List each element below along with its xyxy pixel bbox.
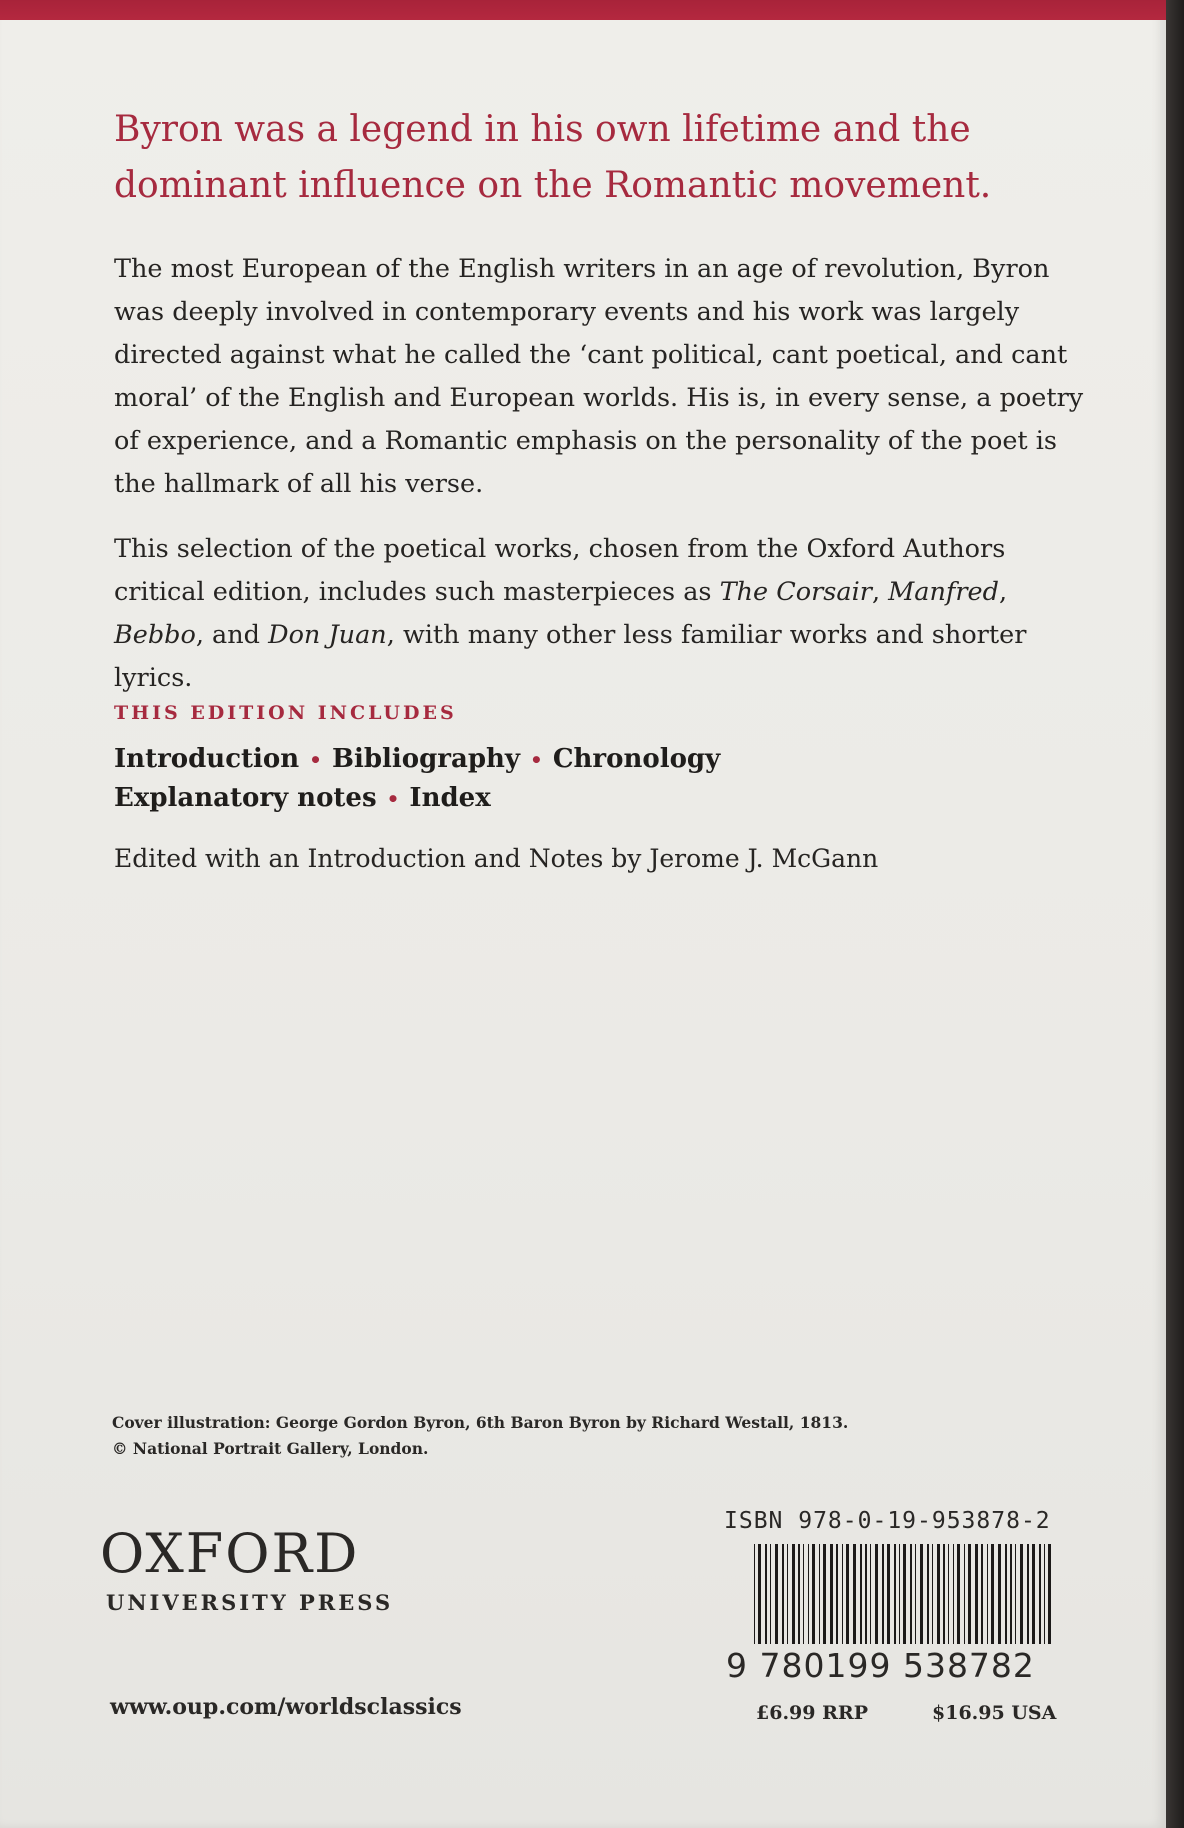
include-item-index: Index (409, 783, 491, 813)
barcode-bar (846, 1544, 849, 1644)
work-title-bebbo: Bebbo (114, 620, 196, 650)
barcode-bar (915, 1544, 916, 1644)
barcode-bar (957, 1544, 960, 1644)
cover-illustration-credit (112, 1410, 848, 1462)
barcode-bar (953, 1544, 954, 1644)
para2-sep-3: , and (195, 620, 269, 650)
bullet-icon: • (386, 787, 400, 811)
para2-sep-2: , (998, 577, 1008, 607)
editor-credit: Edited with an Introduction and Notes by Jerome J. McGann (114, 844, 879, 873)
barcode-bar (1048, 1544, 1051, 1644)
barcode-bar (910, 1544, 912, 1644)
top-color-band (0, 0, 1166, 20)
isbn-label: ISBN 978-0-19-953878-2 (724, 1508, 1051, 1534)
barcode-bar (1039, 1544, 1041, 1644)
work-title-don-juan: Don Juan (268, 620, 387, 650)
barcode-bar (887, 1544, 890, 1644)
barcode-bar (836, 1544, 838, 1644)
barcode-bar (920, 1544, 923, 1644)
barcode-digits: 9 780199 538782 (726, 1646, 1035, 1685)
barcode-bar (1005, 1544, 1007, 1644)
barcode-bar (775, 1544, 778, 1644)
barcode-bar (998, 1544, 1001, 1644)
work-title-manfred: Manfred (888, 577, 999, 607)
price-gbp: £6.99 RRP (756, 1702, 868, 1724)
barcode-bar (870, 1544, 871, 1644)
barcode-bar (1015, 1544, 1016, 1644)
credit-line-2: © National Portrait Gallery, London. (112, 1439, 429, 1458)
work-title-corsair: The Corsair (719, 577, 872, 607)
credit-line-1: Cover illustration: George Gordon Byron, 6th Baron Byron by Richard Westall, 1813. (112, 1413, 849, 1432)
barcode-bar (765, 1544, 767, 1644)
headline-line-2: dominant influence on the Romantic movement. (114, 165, 992, 206)
para2-outro: , with many other less familiar works and shorter lyrics. (114, 620, 1027, 693)
barcode-bar (894, 1544, 896, 1644)
headline-line-1: Byron was a legend in his own lifetime and the (114, 109, 971, 150)
barcode-bar (937, 1544, 940, 1644)
barcode-bar (860, 1544, 862, 1644)
barcode-bar (1010, 1544, 1012, 1644)
barcode-bar (882, 1544, 884, 1644)
barcode-bar (981, 1544, 983, 1644)
barcode-bar (1032, 1544, 1035, 1644)
barcode-bar (932, 1544, 933, 1644)
publisher-logo-subtitle: UNIVERSITY PRESS (106, 1590, 394, 1615)
cover-edge-shadow (1166, 0, 1184, 1828)
barcode-bar (819, 1544, 820, 1644)
include-item-explanatory-notes: Explanatory notes (114, 783, 377, 813)
barcode-bar (812, 1544, 815, 1644)
barcode-bar (842, 1544, 843, 1644)
barcode-bar (754, 1544, 755, 1644)
barcode-bar (903, 1544, 906, 1644)
publisher-url: www.oup.com/worldsclassics (110, 1694, 462, 1720)
para2-intro: This selection of the poetical works, chosen from the Oxford Authors critical edition, includes such masterpieces as (114, 534, 1006, 607)
include-item-chronology: Chronology (552, 744, 721, 774)
barcode-bar (823, 1544, 826, 1644)
barcode-graphic (752, 1544, 1054, 1662)
barcode-bar (1027, 1544, 1029, 1644)
barcode-bar (964, 1544, 965, 1644)
edition-includes-label: THIS EDITION INCLUDES (114, 702, 457, 724)
barcode-bar (1044, 1544, 1045, 1644)
barcode-bar (1020, 1544, 1023, 1644)
barcode-bar (991, 1544, 994, 1644)
publisher-logo-oxford: OXFORD (100, 1522, 360, 1585)
barcode-bar (968, 1544, 971, 1644)
barcode-bar (853, 1544, 856, 1644)
barcode-bar (808, 1544, 809, 1644)
barcode-bar (943, 1544, 945, 1644)
barcode-bar (865, 1544, 867, 1644)
barcode-bar (975, 1544, 978, 1644)
edition-includes-list (114, 740, 1014, 818)
price-usd: $16.95 USA (932, 1702, 1057, 1724)
bullet-icon: • (309, 748, 322, 772)
barcode-bar (875, 1544, 878, 1644)
barcode-bar (758, 1544, 761, 1644)
para2-sep-1: , (871, 577, 889, 607)
bullet-icon: • (530, 748, 543, 772)
barcode-bar (948, 1544, 949, 1644)
headline (114, 102, 1014, 214)
barcode-bar (798, 1544, 800, 1644)
barcode-bar (830, 1544, 833, 1644)
barcode-bar (899, 1544, 900, 1644)
barcode-bar (787, 1544, 788, 1644)
include-item-bibliography: Bibliography (331, 744, 521, 774)
description-paragraph-1: The most European of the English writers in an age of revolution, Byron was deeply involved in contemporary events and his work was largely directed against what he called the ‘cant political, cant poetical, and cant moral’ of the English and European worlds. His is, in every sense, a poetry of experience, and a Romantic emphasis on the personality of the poet is the hallmark of all his verse. (114, 254, 1084, 499)
barcode-bar (927, 1544, 929, 1644)
barcode-bar (770, 1544, 771, 1644)
barcode-bar (782, 1544, 784, 1644)
barcode-bar (792, 1544, 795, 1644)
description-paragraph-2 (114, 528, 1084, 700)
barcode-bar (803, 1544, 804, 1644)
include-item-introduction: Introduction (114, 744, 300, 774)
barcode-bar (987, 1544, 988, 1644)
